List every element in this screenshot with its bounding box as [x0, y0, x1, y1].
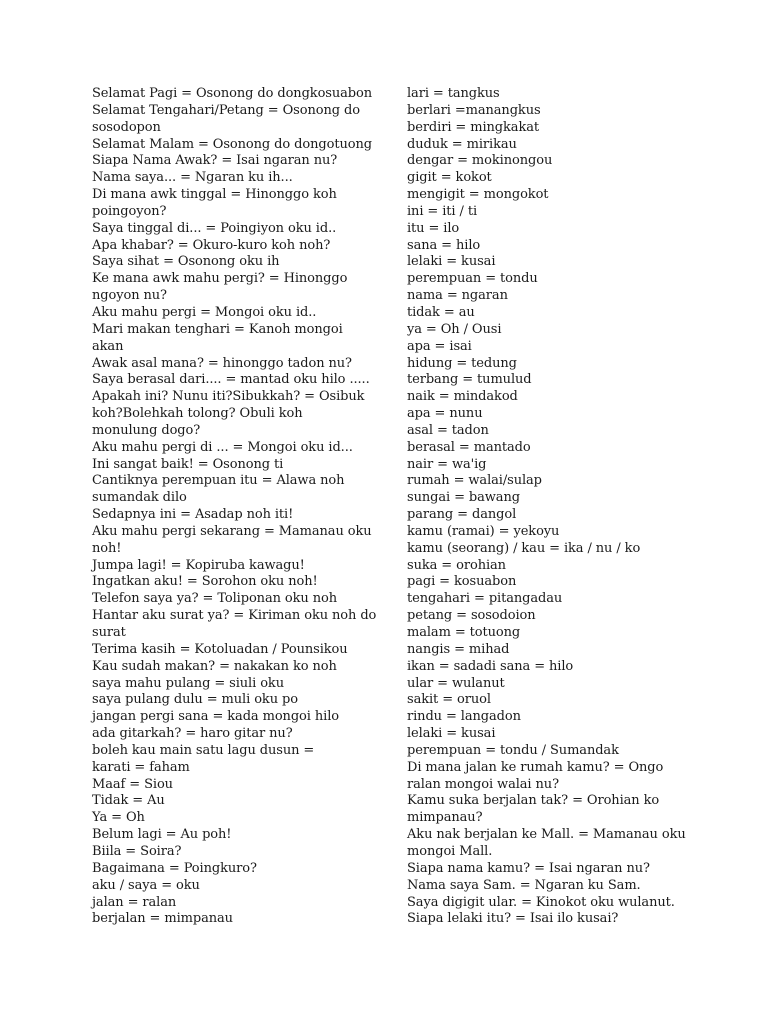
text-line: Ya = Oh: [92, 810, 145, 826]
text-line: jangan pergi sana = kada mongoi hilo: [92, 709, 339, 725]
text-line: Sedapnya ini = Asadap noh iti!: [92, 507, 294, 523]
text-line: Ke mana awk mahu pergi? = Hinonggo: [92, 271, 348, 287]
text-line: monulung dogo?: [92, 422, 201, 438]
text-line: Ini sangat baik! = Osonong ti: [92, 456, 284, 472]
text-line: duduk = mirikau: [407, 136, 517, 152]
text-line: perempuan = tondu: [407, 271, 538, 287]
text-line: pagi = kosuabon: [407, 574, 517, 590]
text-line: Selamat Malam = Osonong do dongotuong: [92, 136, 372, 152]
text-line: mimpanau?: [407, 810, 483, 826]
text-line: ada gitarkah? = haro gitar nu?: [92, 726, 293, 742]
text-line: asal = tadon: [407, 422, 489, 438]
text-line: Kau sudah makan? = nakakan ko noh: [92, 658, 337, 674]
text-line: Nama saya... = Ngaran ku ih...: [92, 170, 293, 186]
text-line: Siapa Nama Awak? = Isai ngaran nu?: [92, 153, 338, 169]
text-line: Di mana jalan ke rumah kamu? = Ongo: [407, 759, 664, 775]
text-line: Selamat Pagi = Osonong do dongkosuabon: [92, 86, 373, 101]
text-line: Awak asal mana? = hinonggo tadon nu?: [92, 355, 352, 371]
text-line: sana = hilo: [407, 237, 481, 253]
text-line: dengar = mokinongou: [407, 153, 553, 169]
text-line: sungai = bawang: [407, 490, 520, 506]
text-line: mongoi Mall.: [407, 843, 493, 859]
text-line: Mari makan tenghari = Kanoh mongoi: [92, 321, 343, 337]
text-line: kamu (seorang) / kau = ika / nu / ko: [407, 540, 641, 556]
text-line: sosodopon: [92, 119, 161, 135]
text-line: aku / saya = oku: [92, 877, 200, 893]
text-line: ya = Oh / Ousi: [407, 321, 502, 337]
text-line: apa = nunu: [407, 406, 483, 422]
text-line: parang = dangol: [407, 507, 517, 523]
text-line: hidung = tedung: [407, 355, 517, 371]
text-line: Nama saya Sam. = Ngaran ku Sam.: [407, 877, 641, 893]
text-line: Aku mahu pergi sekarang = Mamanau oku: [92, 523, 372, 539]
text-line: akan: [92, 338, 124, 354]
text-line: ini = iti / ti: [407, 203, 478, 219]
text-line: malam = totuong: [407, 625, 521, 640]
text-line: rumah = walai/sulap: [407, 473, 542, 489]
text-line: Maaf = Siou: [92, 776, 173, 792]
text-line: gigit = kokot: [407, 170, 492, 186]
text-line: Cantiknya perempuan itu = Alawa noh: [92, 473, 345, 489]
text-line: Belum lagi = Au poh!: [92, 827, 232, 843]
text-line: Selamat Tengahari/Petang = Osonong do: [92, 102, 360, 118]
text-line: Aku mahu pergi = Mongoi oku id..: [92, 304, 317, 320]
text-line: terbang = tumulud: [407, 372, 532, 388]
text-line: mengigit = mongokot: [407, 187, 549, 203]
text-line: Saya sihat = Osonong oku ih: [92, 254, 280, 270]
text-line: poingoyon?: [92, 203, 167, 219]
text-line: Aku mahu pergi di ... = Mongoi oku id...: [92, 439, 353, 455]
text-line: saya mahu pulang = siuli oku: [92, 675, 284, 691]
text-line: surat: [92, 625, 126, 640]
text-line: rindu = langadon: [407, 709, 521, 725]
text-line: ralan mongoi walai nu?: [407, 776, 559, 792]
text-line: Saya berasal dari.... = mantad oku hilo .....: [92, 372, 370, 388]
text-line: nair = wa'ig: [407, 456, 487, 472]
left-vocabulary-column: [92, 86, 392, 928]
text-line: berjalan = mimpanau: [92, 911, 233, 927]
text-line: suka = orohian: [407, 557, 506, 573]
text-line: apa = isai: [407, 338, 472, 354]
right-vocabulary-column: [407, 86, 707, 928]
text-line: berdiri = mingkakat: [407, 119, 539, 135]
text-line: Di mana awk tinggal = Hinonggo koh: [92, 187, 337, 203]
text-line: nama = ngaran: [407, 288, 508, 304]
text-line: Aku nak berjalan ke Mall. = Mamanau oku: [407, 827, 686, 843]
text-line: Tidak = Au: [92, 793, 165, 809]
text-line: Telefon saya ya? = Toliponan oku noh: [92, 591, 337, 607]
text-line: berlari =manangkus: [407, 102, 541, 118]
text-line: Ingatkan aku! = Sorohon oku noh!: [92, 574, 318, 590]
text-line: ular = wulanut: [407, 675, 505, 691]
text-line: Hantar aku surat ya? = Kiriman oku noh do: [92, 608, 377, 624]
text-line: lelaki = kusai: [407, 726, 496, 742]
text-line: Biila = Soira?: [92, 843, 182, 859]
text-line: Siapa lelaki itu? = Isai ilo kusai?: [407, 911, 619, 927]
text-line: Apakah ini? Nunu iti?Sibukkah? = Osibuk: [92, 389, 365, 405]
text-line: Terima kasih = Kotoluadan / Pounsikou: [92, 641, 348, 657]
text-line: nangis = mihad: [407, 641, 510, 657]
text-line: Kamu suka berjalan tak? = Orohian ko: [407, 793, 660, 809]
text-line: kamu (ramai) = yekoyu: [407, 523, 560, 539]
text-line: sakit = oruol: [407, 692, 491, 708]
text-line: karati = faham: [92, 759, 190, 775]
text-line: ikan = sadadi sana = hilo: [407, 658, 574, 674]
text-line: boleh kau main satu lagu dusun =: [92, 742, 315, 758]
text-line: ngoyon nu?: [92, 288, 167, 304]
text-line: lelaki = kusai: [407, 254, 496, 270]
text-line: koh?Bolehkah tolong? Obuli koh: [92, 406, 303, 422]
text-line: Saya digigit ular. = Kinokot oku wulanut.: [407, 894, 675, 910]
text-line: berasal = mantado: [407, 439, 531, 455]
text-line: itu = ilo: [407, 220, 460, 236]
text-line: naik = mindakod: [407, 389, 518, 405]
text-line: Siapa nama kamu? = Isai ngaran nu?: [407, 860, 650, 876]
text-line: tidak = au: [407, 304, 475, 320]
text-line: perempuan = tondu / Sumandak: [407, 742, 619, 758]
text-line: lari = tangkus: [407, 86, 500, 101]
text-line: Saya tinggal di... = Poingiyon oku id..: [92, 220, 337, 236]
text-line: saya pulang dulu = muli oku po: [92, 692, 298, 708]
text-line: noh!: [92, 540, 122, 556]
text-line: sumandak dilo: [92, 490, 187, 506]
text-line: Bagaimana = Poingkuro?: [92, 860, 257, 876]
text-line: Jumpa lagi! = Kopiruba kawagu!: [92, 557, 305, 573]
text-line: tengahari = pitangadau: [407, 591, 563, 607]
text-line: jalan = ralan: [92, 894, 177, 910]
text-line: petang = sosodoion: [407, 608, 536, 624]
text-line: Apa khabar? = Okuro-kuro koh noh?: [92, 237, 331, 253]
